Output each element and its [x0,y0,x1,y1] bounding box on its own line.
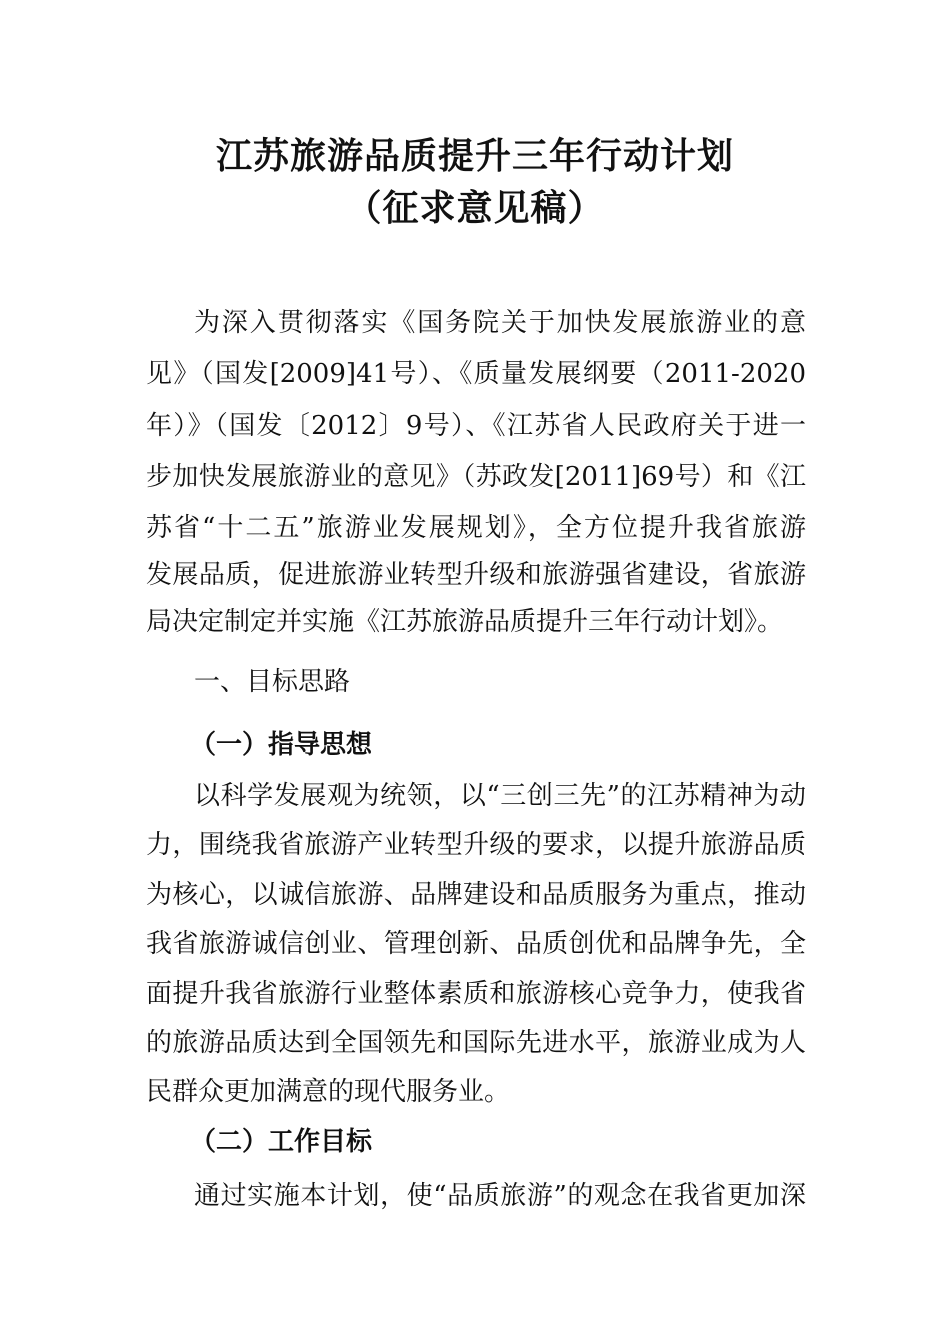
paragraph-line: 面提升我省旅游行业整体素质和旅游核心竞争力，使我省 [146,979,806,1009]
paragraph-line: 步加快发展旅游业的意见》（苏政发[2011]69号）和《江 [146,462,806,492]
section-heading: 一、目标思路 [194,667,351,697]
paragraph-line: 发展品质，促进旅游业转型升级和旅游强省建设，省旅游 [146,560,806,590]
paragraph-line: 见》（国发[2009]41号）、《质量发展纲要（2011-2020 [146,359,806,389]
subsection-heading: （二）工作目标 [190,1127,373,1157]
document-subtitle: （征求意见稿） [345,188,605,229]
paragraph-line: 为深入贯彻落实《国务院关于加快发展旅游业的意 [194,308,806,338]
paragraph-line: 以科学发展观为统领，以“三创三先”的江苏精神为动 [194,781,806,811]
document-title: 江苏旅游品质提升三年行动计划 [215,136,734,177]
paragraph-line: 为核心，以诚信旅游、品牌建设和品质服务为重点，推动 [146,880,806,910]
paragraph-line: 我省旅游诚信创业、管理创新、品质创优和品牌争先，全 [146,929,806,959]
paragraph-line: 局决定制定并实施《江苏旅游品质提升三年行动计划》。 [146,607,784,637]
paragraph-line: 苏省“十二五”旅游业发展规划》，全方位提升我省旅游 [146,513,806,543]
paragraph-line: 力，围绕我省旅游产业转型升级的要求，以提升旅游品质 [146,830,806,860]
paragraph-line: 通过实施本计划，使“品质旅游”的观念在我省更加深 [194,1181,806,1211]
paragraph-line: 年）》（国发〔2012〕9号）、《江苏省人民政府关于进一 [146,411,806,441]
paragraph-line: 民群众更加满意的现代服务业。 [146,1077,511,1107]
paragraph-line: 的旅游品质达到全国领先和国际先进水平，旅游业成为人 [146,1028,806,1058]
subsection-heading: （一）指导思想 [190,730,373,760]
